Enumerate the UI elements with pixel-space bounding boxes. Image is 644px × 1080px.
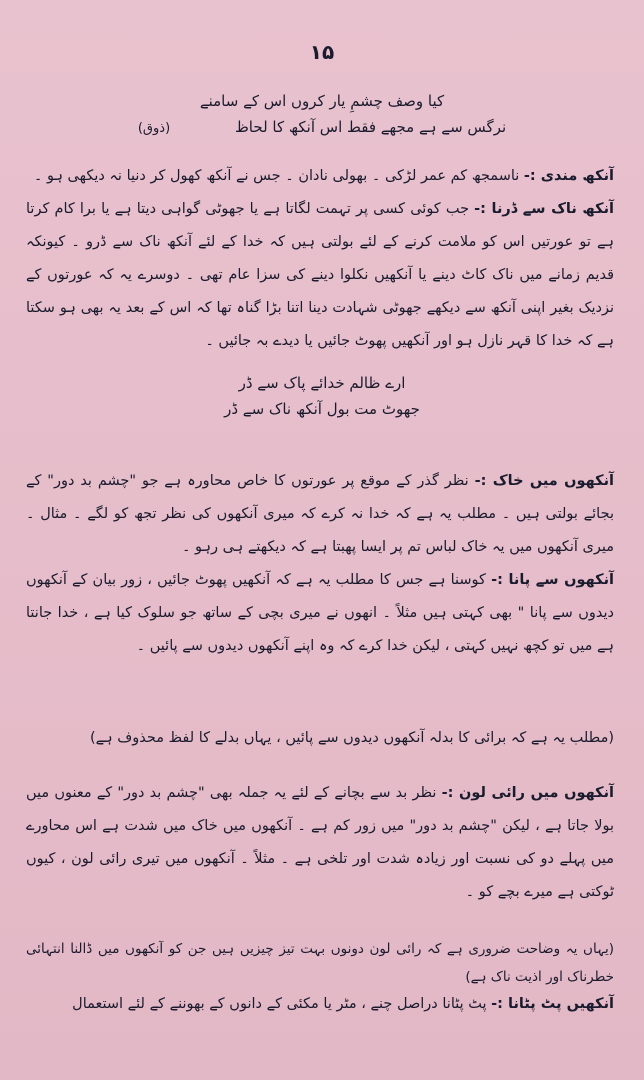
paragraph-2 bbox=[26, 465, 614, 663]
entry-text: نظر گذر کے موقع پر عورتوں کا خاص محاورہ ہے جو "چشم بد دور" کے بجائے بولتی ہیں ۔ مطلب یہ ہے کہ خدا نہ کرے کہ میری آنکھوں کی نظر تجھ کو لگے ۔ مثال ۔ میری آنکھوں میں یہ خاک لباس تم پر ایسا پھبتا ہے کہ دیکھتے ہی رہو ۔ bbox=[26, 473, 614, 555]
entry-text: نظر بد سے بچانے کے لئے یہ جملہ بھی "چشم بد دور" کے معنوں میں بولا جاتا ہے ، لیکن "چشم بد دور" میں زور کم ہے ۔ آنکھوں میں خاک میں شدت ہے اس محاورے میں پہلے دو کی نسبت اور زیادہ شدت اور تلخی ہے ۔ مثلاً ۔ آنکھوں میں تیری رائی لون ، کیوں ٹوکتی ہے میرے بچے کو ۔ bbox=[26, 785, 614, 900]
entry-term: آنکھ ناک سے ڈرنا :- bbox=[474, 201, 614, 217]
entry-aankhein-pat-patana bbox=[26, 988, 614, 1021]
note-1: (مطلب یہ ہے کہ برائی کا بدلہ آنکھوں دیدوں سے پائیں ، یہاں بدلے کا لفظ محذوف ہے) bbox=[90, 730, 614, 746]
entry-aankhon-mein-khaak bbox=[26, 465, 614, 564]
entry-term: آنکھ مندی :- bbox=[523, 168, 614, 184]
verse-1-line-2: نرگس سے ہے مجھے فقط اس آنکھ کا لحاظ (ذوق) bbox=[137, 118, 507, 136]
entry-aankh-mundi bbox=[26, 160, 614, 193]
entry-term: آنکھوں میں خاک :- bbox=[474, 473, 615, 489]
note-2: (یہاں یہ وضاحت ضروری ہے کہ رائی لون دونوں بہت تیز چیزیں ہیں جن کو آنکھوں میں ڈالنا انتہائی خطرناک اور اذیت ناک ہے) bbox=[26, 941, 614, 985]
entry-term: آنکھوں میں رائی لون :- bbox=[441, 785, 615, 801]
verse-1 bbox=[0, 88, 644, 142]
entry-aankhon-mein-rai-lon bbox=[26, 777, 614, 909]
entry-text: پٹ پٹانا دراصل چنے ، مٹر یا مکئی کے دانوں کے بھوننے کے لئے استعمال bbox=[72, 996, 487, 1012]
page-number: ۱۵ bbox=[309, 40, 335, 64]
verse-2-line-2: جھوٹ مت بول آنکھ ناک سے ڈر bbox=[224, 400, 420, 418]
entry-term: آنکھیں پٹ پٹانا :- bbox=[491, 996, 614, 1012]
verse-2-line-1: ارے ظالم خدائے پاک سے ڈر bbox=[238, 374, 406, 392]
entry-term: آنکھوں سے پانا :- bbox=[491, 572, 615, 588]
entry-text: ناسمجھ کم عمر لڑکی ۔ بھولی نادان ۔ جس نے آنکھ کھول کر دنیا نہ دیکھی ہو ۔ bbox=[33, 168, 520, 184]
verse-1-poet: (ذوق) bbox=[137, 121, 171, 136]
paragraph-1 bbox=[26, 160, 614, 358]
entry-text: کوسنا ہے جس کا مطلب یہ ہے کہ آنکھیں پھوٹ جائیں ، زور بیان کے آنکھوں دیدوں سے پانا " بھی کہتی ہیں مثلاً ۔ انھوں نے میری بچی کے ساتھ جو سلوک کیا ہے ، خدا جانتا ہے میں تو کچھ نہیں کہتی ، لیکن خدا کرے کہ وہ اپنے آنکھوں دیدوں سے پائیں ۔ bbox=[26, 572, 614, 654]
entry-aankh-naak-se-darna bbox=[26, 193, 614, 358]
entry-aankhon-se-paana bbox=[26, 564, 614, 663]
verse-1-line-1: کیا وصف چشمِ یار کروں اس کے سامنے bbox=[199, 92, 445, 110]
verse-2 bbox=[0, 370, 644, 422]
entry-text: جب کوئی کسی پر تہمت لگاتا ہے یا جھوٹی گواہی دیتا ہے یا برا کام کرتا ہے تو عورتیں اس کو ملامت کرنے کے لئے بولتی ہیں کہ خدا کے لئے آنکھ ناک سے ڈرو ۔ کیونکہ قدیم زمانے میں ناک کاٹ دینے یا آنکھیں نکلوا دینے کی سزا عام تھی ۔ دوسرے یہ کہ عورتوں کے نزدیک بغیر اپنی آنکھ سے دیکھے جھوٹی شہادت دینا اتنا بڑا گناہ تھا کہ اس کے بعد یہ بھی ہو سکتا ہے کہ خدا کا قہر نازل ہو اور آنکھیں پھوٹ جائیں یا دیدے بہ جائیں ۔ bbox=[26, 201, 614, 349]
